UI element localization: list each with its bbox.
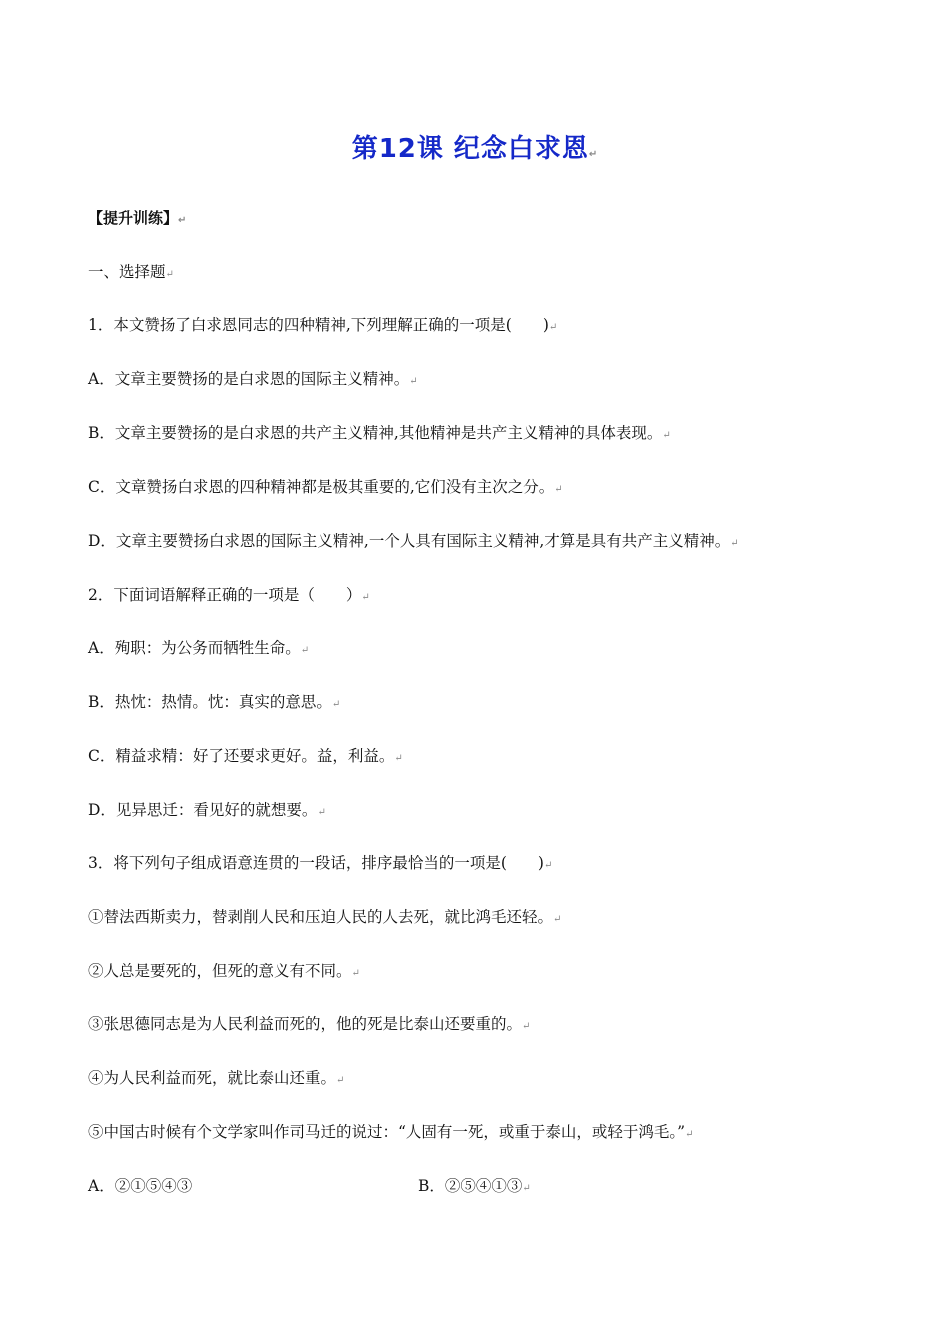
paragraph-mark: ↵: [554, 484, 563, 495]
option-text: B．热忱：热情。忱：真实的意思。: [88, 693, 332, 711]
sentence-text: ③张思德同志是为人民利益而死的，他的死是比泰山还要重的。: [88, 1015, 523, 1033]
question-3-sentence-4: [88, 1068, 344, 1091]
paragraph-mark: ↵: [317, 807, 326, 818]
question-3-sentence-5: [88, 1122, 694, 1145]
option-text: B．文章主要赞扬的是白求恩的共产主义精神,其他精神是共产主义精神的具体表现。: [88, 424, 663, 442]
sentence-text: ①替法西斯卖力，替剥削人民和压迫人民的人去死，就比鸿毛还轻。: [88, 908, 554, 926]
option-text: D．文章主要赞扬白求恩的国际主义精神,一个人具有国际主义精神,才算是具有共产主义精神。: [88, 532, 731, 550]
part-heading: [88, 262, 174, 285]
question-stem-text: 3．将下列句子组成语意连贯的一段话，排序最恰当的一项是( ): [88, 854, 544, 872]
question-stem-text: 2．下面词语解释正确的一项是（ ）: [88, 586, 362, 604]
question-3-option-b: [418, 1176, 531, 1199]
option-text: B．②⑤④①③: [418, 1177, 523, 1195]
paragraph-mark: ↵: [300, 645, 310, 656]
paragraph-mark: ↵: [522, 1183, 531, 1194]
paragraph-mark: ↵: [548, 322, 558, 333]
paragraph-mark: ↵: [331, 699, 341, 710]
option-text: A．殉职：为公务而牺牲生命。: [88, 639, 301, 657]
option-text: C．精益求精：好了还要求更好。益，利益。: [88, 747, 395, 765]
question-2-option-c: [88, 746, 403, 769]
question-3-sentence-2: [88, 961, 360, 984]
option-text: A．②①⑤④③: [88, 1177, 193, 1195]
paragraph-mark: ↵: [394, 753, 403, 764]
section-heading-text: 【提升训练】: [88, 209, 179, 227]
option-text: D．见异思迁：看见好的就想要。: [88, 801, 318, 819]
paragraph-mark: ↵: [662, 430, 671, 441]
question-1-option-a: [88, 369, 418, 392]
section-heading: [88, 208, 186, 231]
question-1-stem: [88, 315, 557, 338]
paragraph-mark: ↵: [522, 1021, 531, 1032]
sentence-text: ②人总是要死的，但死的意义有不同。: [88, 962, 352, 980]
paragraph-mark: ↵: [730, 538, 739, 549]
paragraph-mark: ↵: [178, 215, 187, 226]
title-text: 第12课 纪念白求恩: [351, 134, 589, 164]
question-2-option-d: [88, 800, 326, 823]
question-1-option-c: [88, 477, 563, 500]
sentence-text: ⑤中国古时候有个文学家叫作司马迁的说过：“人固有一死，或重于泰山，或轻于鸿毛。”: [88, 1123, 686, 1141]
paragraph-mark: ↵: [543, 860, 553, 871]
question-1-option-d: [88, 531, 739, 554]
question-3-sentence-3: [88, 1014, 530, 1037]
question-stem-text: 1．本文赞扬了白求恩同志的四种精神,下列理解正确的一项是( ): [88, 316, 549, 334]
paragraph-mark: ↵: [588, 149, 599, 160]
paragraph-mark: ↵: [685, 1129, 694, 1140]
paragraph-mark: ↵: [553, 914, 562, 925]
paragraph-mark: ↵: [351, 968, 360, 979]
question-1-option-b: [88, 423, 671, 446]
paragraph-mark: ↵: [336, 1075, 345, 1086]
question-3-option-a: [88, 1176, 192, 1196]
paragraph-mark: ↵: [165, 269, 174, 280]
option-text: A．文章主要赞扬的是白求恩的国际主义精神。: [88, 370, 410, 388]
question-2-option-b: [88, 692, 340, 715]
paragraph-mark: ↵: [409, 376, 418, 387]
question-2-option-a: [88, 638, 309, 661]
page-title: [0, 128, 950, 165]
question-3-sentence-1: [88, 907, 561, 930]
option-text: C．文章赞扬白求恩的四种精神都是极其重要的,它们没有主次之分。: [88, 478, 555, 496]
sentence-text: ④为人民利益而死，就比泰山还重。: [88, 1069, 337, 1087]
paragraph-mark: ↵: [361, 592, 370, 603]
question-3-stem: [88, 853, 552, 876]
question-2-stem: [88, 585, 370, 608]
part-heading-text: 一、选择题: [88, 263, 166, 281]
